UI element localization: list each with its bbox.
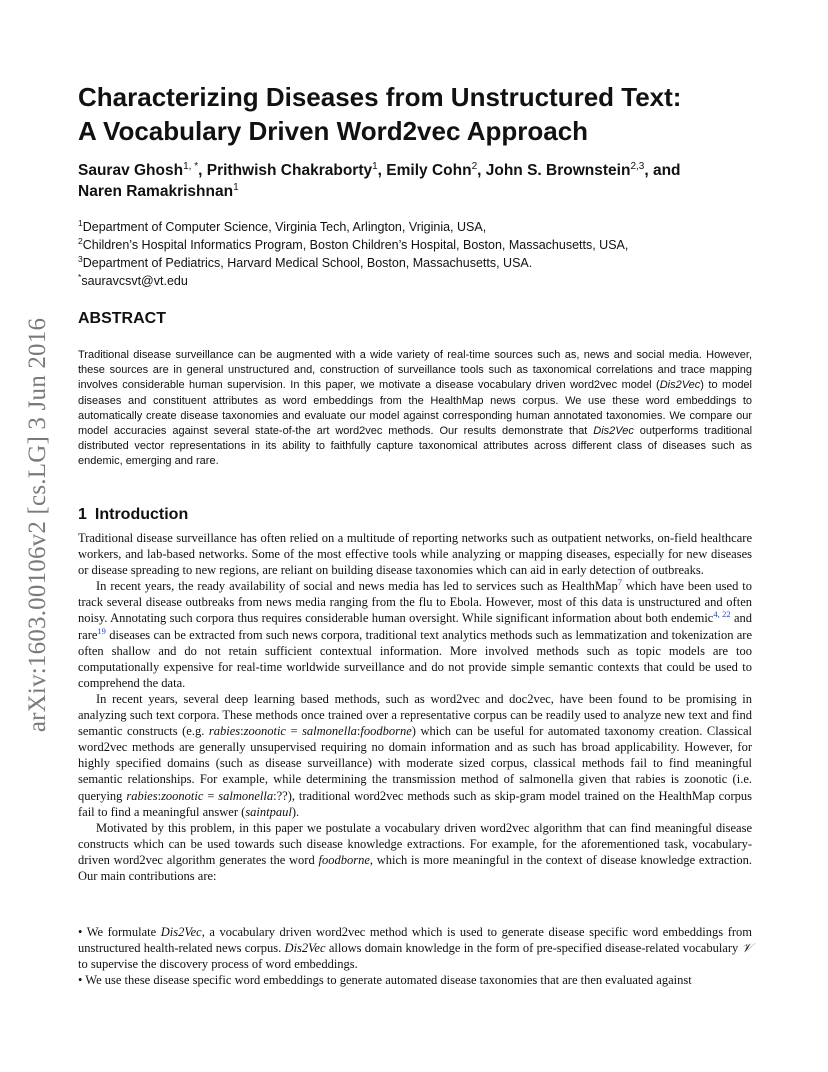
emphasis: saintpaul bbox=[245, 804, 292, 819]
abstract-emphasis: Dis2Vec bbox=[659, 379, 701, 392]
author-separator: , and bbox=[644, 162, 681, 179]
author-name: John S. Brownstein bbox=[485, 162, 631, 179]
affiliation-item bbox=[78, 272, 778, 290]
text-segment: ). bbox=[291, 804, 300, 819]
text-segment: In recent years, several deep learning based methods, such as word2vec and doc2vec, have been found to be promising in analyzing such text corpora. These methods once trained over a representative corpus can be readily used to analyze new text and find semantic constructs (e.g. bbox=[78, 691, 752, 739]
section-title: Introduction bbox=[94, 506, 189, 523]
abstract-segment: ) to model diseases and constituent attributes as word embeddings from the HealthMap news corpus. We use these word embeddings to automatically create disease taxonomies and evaluate our model against corresponding human annotated taxonomies. We compare our model accuracies against several state-of-the art word2vec methods. Our results demonstrate that bbox=[78, 379, 752, 438]
section-heading-introduction bbox=[78, 504, 188, 526]
text-segment: = bbox=[203, 788, 219, 803]
text-segment: : bbox=[356, 724, 361, 739]
title-line-1: Characterizing Diseases from Unstructured Text: bbox=[78, 82, 682, 112]
author-separator: , bbox=[477, 162, 486, 179]
author-list bbox=[78, 160, 778, 202]
abstract-heading: ABSTRACT bbox=[78, 310, 166, 327]
text-segment: which have been used to track several disease outbreaks from news media ranging from the flu to Ebola. However, most of this data is unstructured and often noisy. Annotating such corpora thus requires considerable human oversight. While significant information about both endemic bbox=[78, 579, 752, 626]
text-segment: = bbox=[285, 724, 303, 739]
affiliation-mark: * bbox=[78, 271, 82, 282]
text-segment: We use these disease specific word embeddings to generate automated disease taxonomies that are then evaluated against bbox=[82, 973, 692, 988]
citation-link[interactable]: 4, 22 bbox=[713, 609, 731, 620]
affiliation-item bbox=[78, 254, 778, 272]
emphasis: zoonotic bbox=[161, 788, 204, 803]
affiliation-mark: 3 bbox=[78, 253, 83, 264]
abstract-segment: Traditional disease surveillance can be augmented with a wide variety of real-time sources such as, news and social media. However, these sources are in general unstructured and, construction of surveillance tools such as taxonomical correlations and trace mapping involves considerable human supervision. In this paper, we motivate a disease vocabulary driven word2vec model ( bbox=[78, 349, 752, 392]
affiliation-list bbox=[78, 218, 778, 290]
text-segment: :??), traditional word2vec methods such as skip-gram model trained on the HealthMap corpus fail to find a meaningful answer ( bbox=[78, 788, 752, 819]
text-segment: ) which can be useful for automated taxonomy creation. Classical word2vec methods are generally unsupervised requiring no domain information and as such has broad applicability. However, for highly specified domains (such as disease surveillance) with moderate sized corpus, classical methods fail to find meaningful semantic relationships. For example, while determining the transmission method of salmonella given that rabies is zoonotic (i.e. querying bbox=[78, 724, 752, 803]
paper-title bbox=[78, 80, 778, 148]
author-affiliation-mark: 1 bbox=[372, 160, 378, 172]
affiliation-item bbox=[78, 236, 778, 254]
text-segment: : bbox=[157, 788, 162, 803]
text-segment: to supervise the discovery process of word embeddings. bbox=[78, 957, 358, 972]
author-affiliation-mark: 1, * bbox=[183, 160, 199, 172]
paragraph bbox=[78, 820, 752, 884]
arxiv-identifier: arXiv:1603.00106v2 [cs.LG] 3 Jun 2016 bbox=[24, 317, 51, 733]
arxiv-sidebar bbox=[20, 295, 56, 755]
emphasis: foodborne bbox=[318, 852, 370, 867]
affiliation-text: Children’s Hospital Informatics Program, Boston Children’s Hospital, Boston, Massachusetts, USA, bbox=[82, 238, 629, 252]
text-segment: , a vocabulary driven word2vec method which is used to generate disease specific word embeddings from unstructured health-related news corpus. bbox=[78, 925, 752, 956]
citation-link[interactable]: 19 bbox=[97, 625, 106, 636]
author-affiliation-mark: 2 bbox=[471, 160, 478, 172]
author-name: Naren Ramakrishnan bbox=[78, 183, 234, 200]
title-line-2: A Vocabulary Driven Word2vec Approach bbox=[78, 116, 589, 146]
text-segment: In recent years, the ready availability of social and news media has led to services such as HealthMap bbox=[96, 579, 618, 594]
emphasis: rabies bbox=[126, 788, 158, 803]
bullet-icon: • bbox=[78, 925, 83, 939]
text-segment: , which is more meaningful in the context of disease knowledge extraction. Our main contributions are: bbox=[78, 852, 752, 883]
vocabulary-symbol: 𝒱 bbox=[741, 940, 752, 956]
introduction-body bbox=[78, 530, 752, 884]
contributions-list bbox=[78, 924, 752, 988]
text-segment: We formulate bbox=[82, 925, 161, 939]
list-item bbox=[78, 972, 752, 988]
affiliation-mark: 2 bbox=[78, 235, 83, 246]
abstract-text bbox=[78, 348, 752, 470]
list-item bbox=[78, 924, 752, 972]
author-separator: , bbox=[377, 162, 387, 179]
affiliation-text: Department of Pediatrics, Harvard Medical School, Boston, Massachusetts, USA. bbox=[82, 256, 533, 270]
emphasis: Dis2Vec bbox=[160, 925, 202, 939]
emphasis: salmonella bbox=[218, 788, 274, 803]
text-segment: allows domain knowledge in the form of pre-specified disease-related vocabulary bbox=[325, 941, 742, 956]
text-segment: Motivated by this problem, in this paper we postulate a vocabulary driven word2vec algorithm that can find meaningful disease constructs which can be used towards such disease knowledge extractions. For example, for the aforementioned task, vocabulary-driven word2vec algorithm generates the word bbox=[78, 820, 752, 867]
author-affiliation-mark: 2,3 bbox=[630, 160, 645, 172]
abstract-emphasis: Dis2Vec bbox=[593, 425, 634, 438]
section-number: 1 bbox=[78, 506, 87, 523]
citation-link[interactable]: 7 bbox=[617, 577, 622, 588]
paragraph bbox=[78, 578, 752, 691]
emphasis: rabies bbox=[208, 724, 241, 739]
affiliation-mark: 1 bbox=[78, 217, 83, 228]
affiliation-text: Department of Computer Science, Virginia Tech, Arlington, Vriginia, USA, bbox=[82, 220, 487, 234]
paragraph bbox=[78, 691, 752, 820]
emphasis: zoonotic bbox=[243, 724, 286, 739]
bullet-icon: • bbox=[78, 973, 83, 988]
author-affiliation-mark: 1 bbox=[233, 181, 239, 193]
paragraph: Traditional disease surveillance has often relied on a multitude of reporting networks such as outpatient networks, on-field healthcare workers, and lab-based networks. Some of the most effective tools while analyzing or mapping diseases, especially for new diseases or disease spreading to new regions, are reliant on building disease taxonomies which can aid in early detection of outbreaks. bbox=[78, 531, 752, 578]
emphasis: salmonella bbox=[302, 724, 357, 739]
affiliation-item bbox=[78, 218, 778, 236]
emphasis: foodborne bbox=[360, 724, 412, 739]
contact-email: sauravcsvt@vt.edu bbox=[81, 274, 188, 288]
author-separator: , bbox=[198, 162, 207, 179]
abstract-segment: outperforms traditional distributed vector representations in its ability to faithfully capture taxonomical attributes across different class of diseases such as endemic, emerging and rare. bbox=[78, 425, 753, 468]
author-name: Saurav Ghosh bbox=[78, 162, 184, 179]
emphasis: Dis2Vec bbox=[284, 941, 326, 956]
author-name: Emily Cohn bbox=[386, 162, 472, 179]
text-segment: : bbox=[240, 724, 244, 739]
author-name: Prithwish Chakraborty bbox=[206, 162, 373, 179]
text-segment: diseases can be extracted from such news corpora, traditional text analytics methods such as lemmatization and tokenization are often shallow and do not retain sufficient contextual information. More involved methods such as topic models are too computationally expensive for real-time worldwide surveillance and do not provide simple semantic contexts that could be used to comprehend the data. bbox=[78, 627, 752, 690]
text-segment: and rare bbox=[78, 611, 752, 642]
